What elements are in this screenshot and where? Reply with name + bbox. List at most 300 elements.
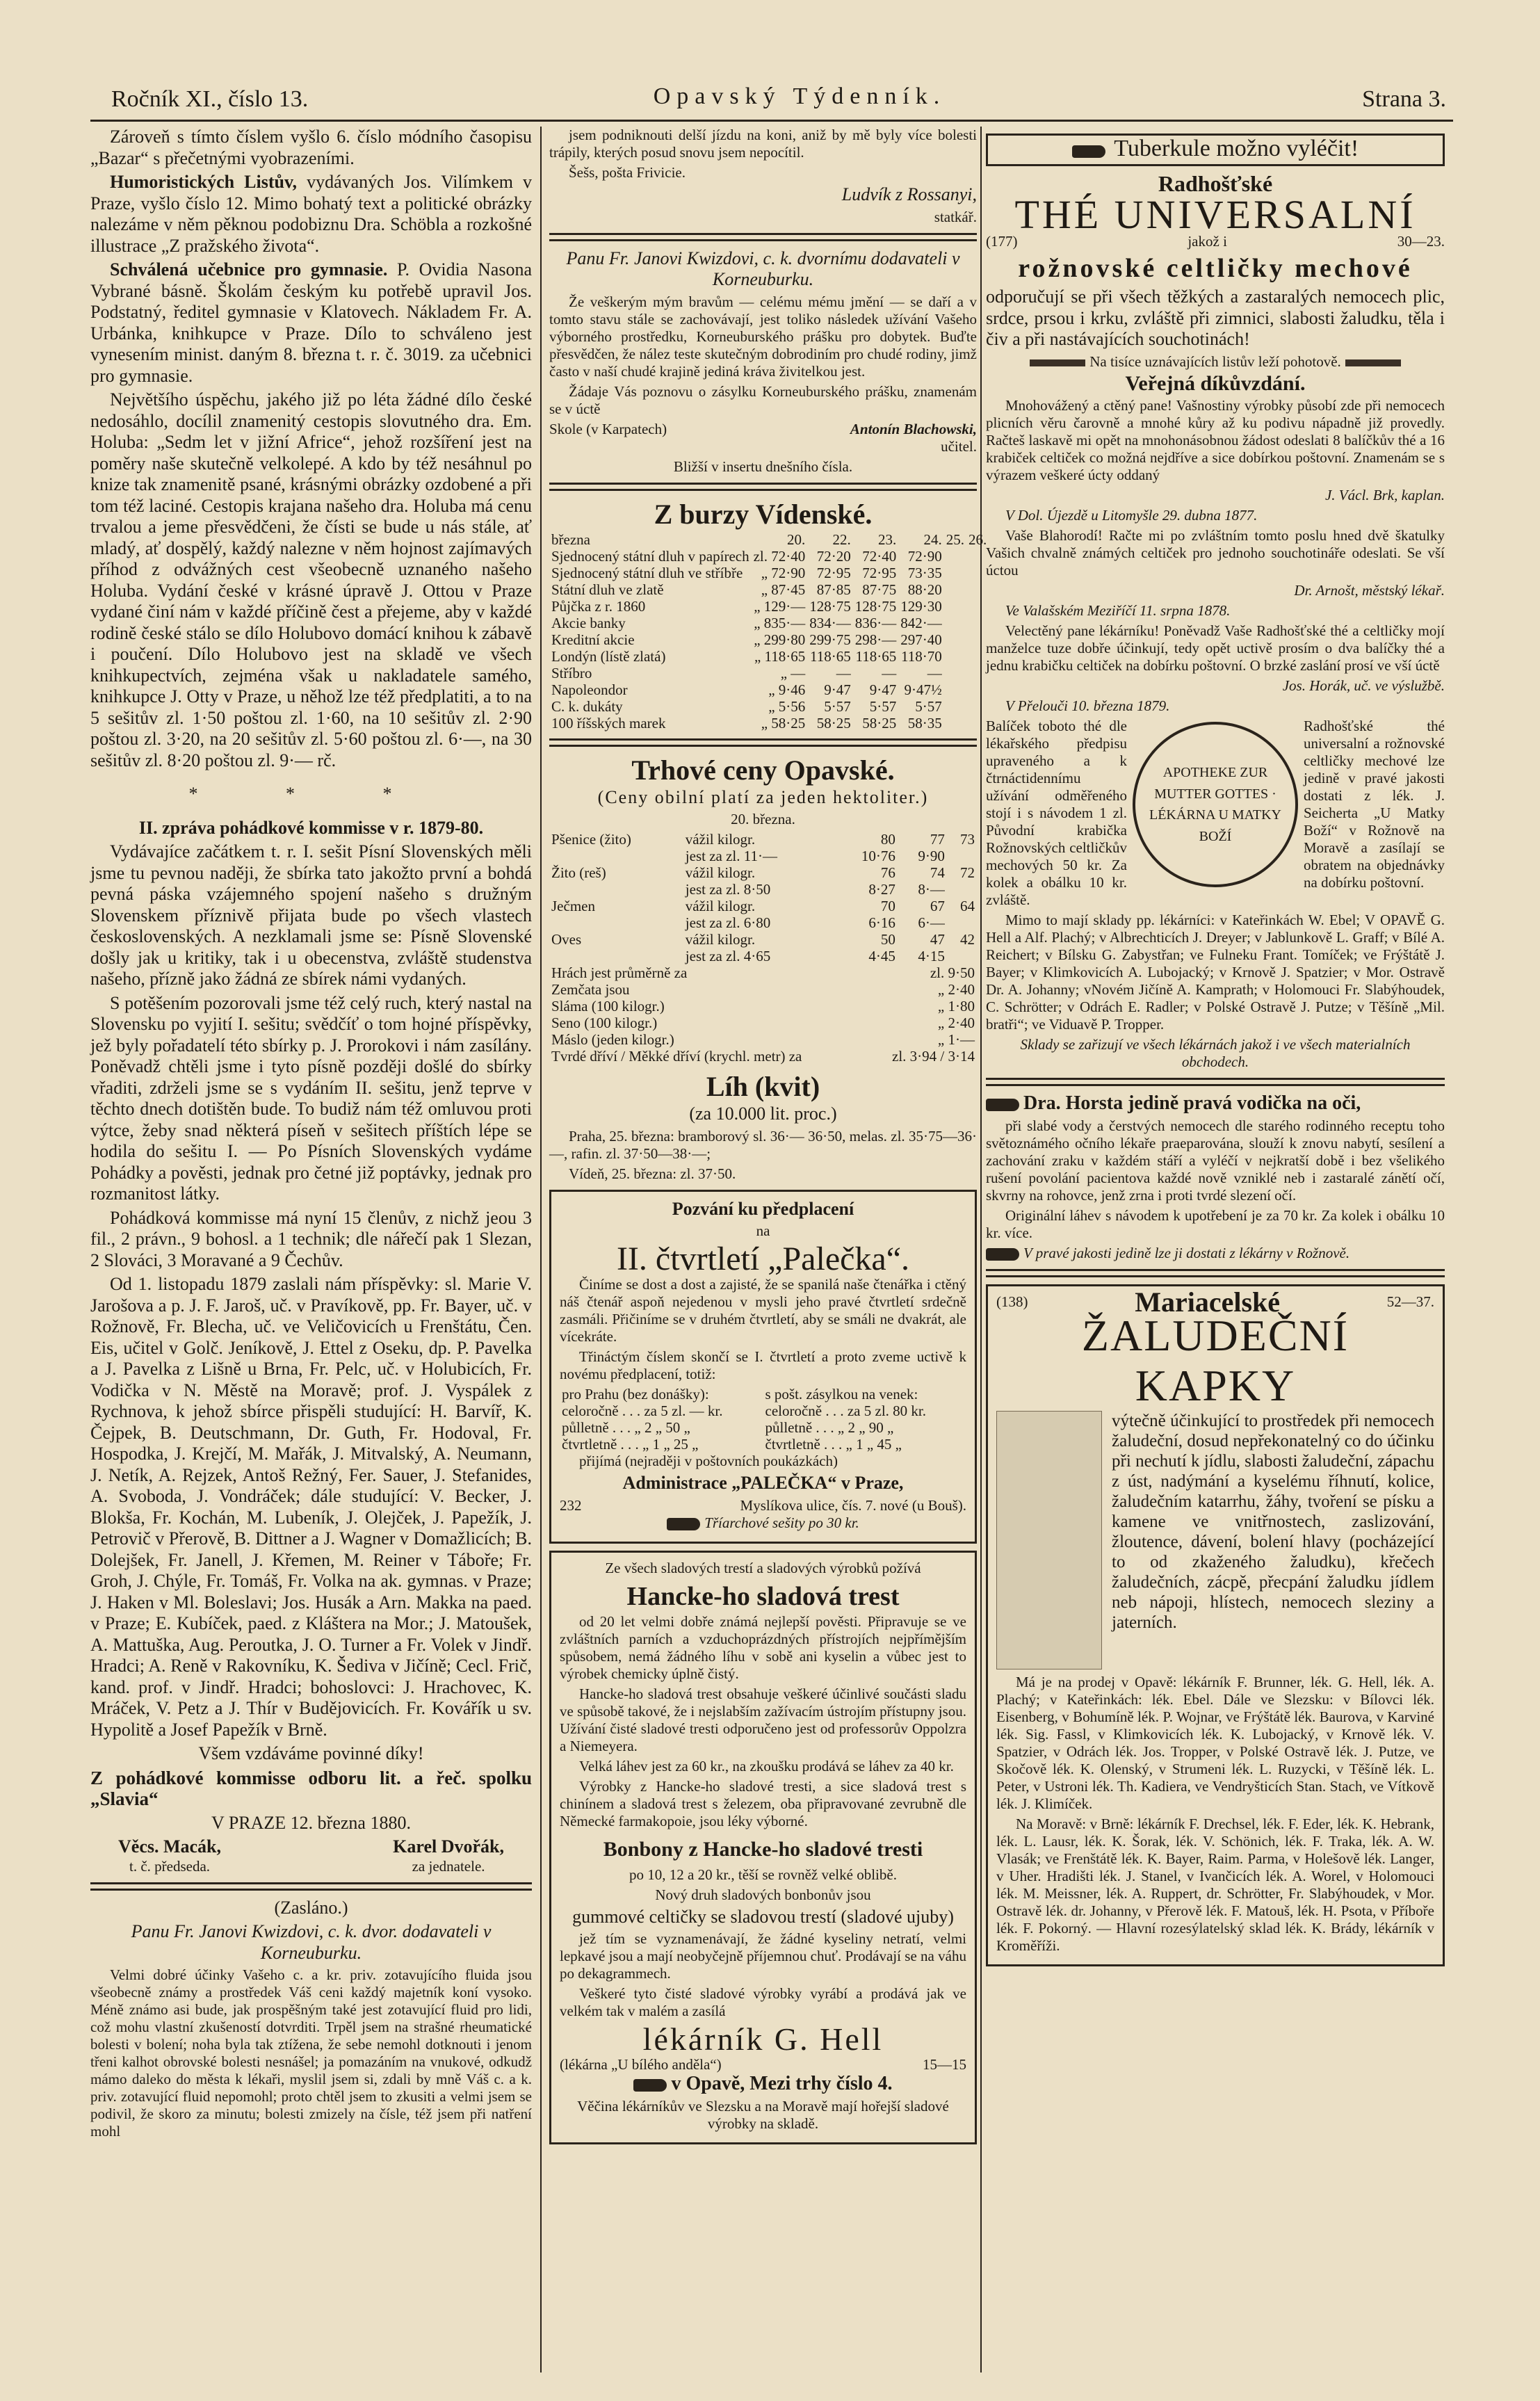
extra-row <box>549 1031 977 1048</box>
dik-3-sign: Jos. Horák, uč. ve výslužbě. <box>1282 677 1445 694</box>
grain-cell: 8·— <box>918 881 945 898</box>
burza-cell: 72·95 <box>862 564 897 581</box>
signatures <box>90 1836 532 1875</box>
hancke-title: Hancke-ho sladová trest <box>626 1581 900 1611</box>
burza-day-6: 26. <box>968 531 987 548</box>
palecek-cell: půlletně . . . „ 2 „ 90 „ <box>765 1419 894 1436</box>
mariacel-sklad: Má je na prodej v Opavě: lékárník F. Brunner, lék. G. Hell, lék. A. Plachý; v Kateřinkách: lék. Ebel. Dále ve Slezsku: v Bílovci lék. Eisenberg, v Bohumíně lék. P. Wojnar, ve Frýštátě lék. Baurova, v Karviné lék. Sig. Fassl, v Klimkovicích lék. K. Lubojacký, v Krnově lék. V. Spatzier, v Odrách lék. Jos. Tropper, v Polské Ostravě lék. J. Putze, ve Skočově lék. K. Olenský, v Strumeni lék. L. Ruzycki, v Těšíně lék. L. Peter, v Ustroni lék. Th. Kadiera, ve Vendryšticích Stan. Stach, ve Vítkově lék. J. Klimíček. <box>996 1673 1434 1812</box>
burza-cell <box>944 598 966 615</box>
burza-cell: 9·47 <box>824 681 851 698</box>
burza-cell: — <box>882 664 897 681</box>
pointing-hand-icon <box>633 2079 667 2092</box>
burza-cell: 842·— <box>900 614 942 631</box>
palecek-text: Činíme se dost a dost a zajisté, že se spanilá naše čtenářka i ctěný náš čtenář aspoň nejedenou v mysli jeho pravé čtvrtletí srdečně zasmáli. Přičiníme se v druhém čtvrtletí, aby se smáli ne dvakrát, ale vícekráte. <box>560 1276 966 1345</box>
hell-foot: Věčina lékárníkův ve Slezsku a na Moravě mají hořejší sladové výrobky na skladě. <box>577 2097 949 2132</box>
grain-row <box>549 898 977 914</box>
grain-table <box>549 831 977 964</box>
signature-place: V PRAZE 12. března 1880. <box>211 1812 411 1833</box>
balicek-right: Radhošťské thé universalní a rožnovské celtličky mechové lze jedině v pravé jakosti dostati z lék. J. Seicherta „U Matky Boží“ v Rožnově na Moravě a zasílají se obratem na objednávky na dobírku poštovní. <box>1304 718 1445 891</box>
horst-foot-text: V pravé jakosti jedině lze ji dostati z lékárny v Rožnově. <box>1023 1244 1350 1261</box>
burza-day-0: března <box>551 531 590 548</box>
madonna-church-image <box>996 1411 1102 1670</box>
burza-day-5: 25. <box>946 531 965 548</box>
hell-title: lékárník G. Hell <box>642 2021 884 2057</box>
gumm-text2: Veškeré tyto čisté sladové výrobky vyrábí a prodává jak ve velkém tak v malém a zasílá <box>560 1985 966 2019</box>
grain-cell: 9·90 <box>918 848 945 864</box>
hancke-ad <box>549 1551 977 2144</box>
letter-2-title: Panu Fr. Janovi Kwizdovi, c. k. dvornímu dodavateli v Korneuburku. <box>566 248 960 289</box>
grain-cell: jest za zl. 11·— <box>685 848 777 864</box>
grain-cell: 72 <box>960 864 975 881</box>
kommisse-thanks: Všem vzdáváme povinné díky! <box>198 1743 424 1763</box>
grain-row <box>549 848 977 864</box>
grain-row <box>549 881 977 898</box>
palecek-ad <box>549 1190 977 1544</box>
burza-row <box>549 548 989 565</box>
grain-cell: 4·45 <box>868 948 895 964</box>
hell-addr-text: v Opavě, Mezi trhy číslo 4. <box>671 2073 893 2094</box>
burza-row <box>549 598 989 615</box>
burza-cell <box>944 715 966 731</box>
extra-cell: Tvrdé dříví / Měkké dříví (krychl. metr) za <box>551 1048 802 1065</box>
burza-table <box>549 531 989 731</box>
burza-cell: 58·25 <box>862 714 897 731</box>
grain-cell: 73 <box>960 831 975 848</box>
zaslano-text: Velmi dobré účinky Vašeho c. a kr. priv. zotavujícího fluida jsou všeobecně známy a prostředek Váš ceni každý majetník koní vysoko. Méně známo asi bude, jak prospěšným také jest zotavující fluid pro lidi, což mohu vlastní zkušeností dotvrditi. Trpěl jsem na strašné rheumatické bolesti v bolení; noha byla tak ztížena, že sebe nemohl dotknouti i jenom třeni kalhot obrovské bolesti nesnášel; ja pomazáním na vnukové, odkudž mámo daleko do města k lékaři, myslil jsem si, zdali by mně Váš c. a k. priv. zotavující fluid nepomohl; proto chtěl jsem to zkusiti a velmi jsem se podivil, že skoro za minutu; bolesti zmizely na čísle, též jsem při natření mohl <box>90 1966 532 2140</box>
grain-cell: 77 <box>930 831 945 848</box>
grain-cell <box>947 848 977 864</box>
kommisse-p4: Od 1. listopadu 1879 zaslali nám příspěvky: sl. Marie V. Jarošova a p. J. F. Jaroš, uč. v Pravíkově, pp. Fr. Bayer, uč. v Rožnově, Fr. Blecha, uč. ve Veličovicích u Frenštátu, Čen. Eis, učitel v Golč. Jeníkově, J. Ettel z Oseku, dp. P. Pavelka a J. Pavelka z Lišně u Brna, Fr. Pelc, uč. v Holubicích, Fr. Vodička v N. Městě na Moravě; prof. J. Vyspálek z Rychnova, k jehož sbírce přispěli studující: H. Barvíř, K. Čejpek, B. Deutschmann, Dr. Guth, Fr. Hodoval, Fr. Hospodka, J. Krejčí, M. Mařák, J. Mitvalský, A. Neumann, J. Netík, A. Rejzek, Antoš Režný, Fer. Sauer, J. Stefanides, A. Svoboda, J. Vondráček; dále studující: V. Becker, J. Blokša, Fr. Kochán, M. Lubeník, J. Olejček, J. Papežík, J. Petrovič v Přerově, B. Dittner a J. Wagner v Domažlicích; B. Dolejšek, Fr. Janell, J. Křemen, M. Reiner v Táboře; Fr. Groh, J. Chýle, Fr. Tomáš, Fr. Volka na ak. gymnas. v Praze; J. Haken v Ml. Boleslavi; Jos. Husák a Arn. Makka na paed. v Praze; E. Kubíček, paed. z Kláštera na Mor.; J. Matoušek, A. Mattuška, Aug. Peroutka, J. O. Turner a Fr. Volek v Jindř. Hradci; A. Reně v Rakovníku, K. Šediva v Jičíně; Cecl. Frič, kand. prof. v Jindř. Hradci; bohoslovci: J. Hrachovec, K. Mráček, V. Petz a J. Thír v Budějovicích. Fr. Kovářík u sv. Hypolitě a Josef Papežík v Brně. <box>90 1274 532 1740</box>
palecek-head-row <box>560 1386 966 1402</box>
palecek-text3: přijímá (nejraději v poštovních poukázkách) <box>579 1453 838 1469</box>
gumm-text: jež tím se vyznamenávají, že žádné kyseliny netratí, velmi lepkavé jsou a mají neobyčejně příjemnou chuť. Prodávají se na váhu po dekagrammech. <box>560 1930 966 1982</box>
signature-left <box>118 1836 221 1875</box>
palecek-cell: celoročně . . . za 5 zl. 80 kr. <box>765 1402 926 1419</box>
palecek-num: 232 <box>560 1496 582 1514</box>
extra-cell: zl. 3·94 / 3·14 <box>892 1048 975 1065</box>
palecek-cell: celoročně . . . za 5 zl. — kr. <box>562 1402 723 1419</box>
extra-row <box>549 1014 977 1031</box>
burza-cell <box>944 681 966 698</box>
mariacel-head <box>996 1286 1434 1318</box>
extra-row <box>549 981 977 998</box>
letter-2-sign-row <box>549 421 977 438</box>
signature-left-role: t. č. předseda. <box>129 1857 211 1875</box>
palecek-foot <box>560 1514 966 1532</box>
burza-cell: 58·25 <box>816 714 851 731</box>
grain-cell: vážil kilogr. <box>685 864 756 881</box>
dik-1-sign: J. Václ. Brk, kaplan. <box>1324 487 1445 503</box>
grain-cell: Ječmen <box>551 898 595 914</box>
grain-cell: 76 <box>880 864 895 881</box>
burza-cell: „ 72·90 <box>761 564 806 581</box>
burza-day-4: 24. <box>923 531 942 548</box>
burza-cell: Londýn (lístě zlatá) <box>551 647 666 665</box>
humor-note <box>90 172 532 257</box>
burza-cell: „ — <box>780 664 806 681</box>
grain-cell: 74 <box>930 864 945 881</box>
burza-cell: 5·57 <box>915 697 942 715</box>
lih-text: Praha, 25. března: bramborový sl. 36·— 36·50, melas. zl. 35·75—36·—, rafin. zl. 37·50—38·—; <box>549 1127 977 1162</box>
sklady-note: Sklady se zařizují ve všech lékárnách jakož i ve všech materialních obchodech. <box>1020 1036 1411 1070</box>
gumm-title: gummové celtičky se sladovou trestí (sladové ujuby) <box>572 1906 954 1927</box>
burza-cell: 128·75 <box>854 597 897 615</box>
dik-1: Mnohovážený a ctěný pane! Vašnostiny výrobky působí zde při nemocech plicních věru čarovně a mnohé kůry až ku podivu nápadně již provedly. Račteš laskavě mi opět na mnohonásobnou žádost odeslati 8 balíčkův thé a 16 krabiček celtiček co možná nejdříve a sice dobírkou poštovní. Znamenám se s výrazem veškeré úcty oddaný <box>986 397 1445 483</box>
divider-5 <box>986 1078 1445 1086</box>
letter-2-more: Bližší v insertu dnešního čísla. <box>673 458 853 475</box>
palecek-row <box>560 1419 966 1436</box>
bazar-note: Zároveň s tímto číslem vyšlo 6. číslo módního časopisu „Bazar“ s přečetnými vyobrazeními. <box>90 127 532 168</box>
burza-cell <box>944 565 966 581</box>
kommisse-p2: S potěšením pozorovali jsme též celý ruch, který nastal na Slovensku po vyjití I. sešitu; svědčíť o tom hojné příspěvky, jež byly pořadatelí této sbírky p. J. Prorokovi i nám zasílány. Poněvadž chtěli jsme i tyto písně později došlé do sbírky vřaditi, zdrželi jsme se s vydáním II. sešitu, jenž teprve v těchto dnech dotištěn bude. To budiž nám též omluvou proti výtce, žeby snad některá píseň v sešitech příštích lépe se hodila do sešitu I. — Po Písních Slovenských vydáme Pohádky a pověsti, jednak pro četné již poptávky, jednak pro rozmanitost látky. <box>90 992 532 1204</box>
burza-cell: Sjednocený státní dluh ve stříbře <box>551 564 743 581</box>
mariacel-title: Mariacelské <box>1135 1286 1281 1318</box>
extra-row <box>549 964 977 981</box>
horst-price: Originální láhev s návodem k upotřebení je za 70 kr. Za kolek i obálku 10 kr. více. <box>986 1206 1445 1241</box>
palecek-prices <box>560 1386 966 1453</box>
divider-4 <box>549 738 977 747</box>
balicek-left: Balíček toboto thé dle lékařského předpisu upraveného a k čtrnáctidennímu užívání odměřeného stojí i s návodem 1 zl. Původní krabička Rožnovských celtličkův mechových 50 kr. Za kolek a obálku 10 kr. zvláště. <box>986 718 1127 908</box>
column-rule-1 <box>540 127 542 2372</box>
burza-cell: 72·95 <box>816 564 851 581</box>
burza-cell: 87·85 <box>816 581 851 598</box>
burza-cell <box>944 665 966 681</box>
sklad-list: Mimo to mají sklady pp. lékárníci: v Kateřinkách W. Ebel; V OPAVĚ G. Hell a Alf. Plachý; v Albrechticích J. Dreyer; v Jablunkově L. Graff; v Bílé A. Reichert; v Bílsku G. Zabystřan; ve Fulneku Frant. Tomíček; ve Frýštátě J. Bayer; v Klimkovicích A. Lubojacký; v Krnově J. Spatzier; v Mor. Ostravě Dr. A. Johanny; vNovém Jičíně A. Kamprath; v Holomouci Fr. Slabýhoudek, C. Schrötter; v Odrách E. Radler; v Polské Ostravě J. Putze; v Těšíně „Mil. bratři“; ve Viduavě P. Tropper. <box>986 912 1445 1033</box>
column-3 <box>986 127 1445 2372</box>
palecek-addr: Myslíkova ulice, čís. 7. nové (u Bouš). <box>740 1496 966 1514</box>
burza-row <box>549 631 989 648</box>
extra-row <box>549 998 977 1014</box>
signature-right-name: Karel Dvořák, <box>393 1836 504 1857</box>
letter-2-sign-role: učitel. <box>941 437 977 455</box>
palecek-text2: Třináctým číslem skončí se I. čtvrtletí a proto zveme uctivě k novému předplacení, totiž: <box>560 1348 966 1382</box>
signature-title: Z pohádkové kommisse odboru lit. a řeč. spolku „Slavia“ <box>90 1767 532 1809</box>
burza-cell: 118·70 <box>901 647 942 665</box>
burza-row <box>549 681 989 698</box>
grain-row <box>549 931 977 948</box>
burza-cell: Stříbro <box>551 664 592 681</box>
letter-2-text2: Žádaje Vás poznovu o zásylku Korneuburského prášku, znamenám se v úctě <box>549 382 977 417</box>
universal-text: odporučují se při všech těžkých a zastaralých nemocech plic, srdce, prsou i krku, zvláště při zimnici, slabosti žaludku, těla i čiv a při nastávajících souchotinách! <box>986 286 1445 349</box>
grain-cell <box>947 948 977 964</box>
grain-cell: 42 <box>960 931 975 948</box>
holub-note: Největšího úspěchu, jakého již po léta žádné dílo české nedosáhlo, docílil znamenitý cestopis slovutného dra. Em. Holuba: „Sedm let v jižní Africe“, jehož rozšíření jest na poměry naše skutečně velkolepé. A kdo by též nesáhnul po knize tak znamenitě psané, krásnými obrázky ozdobené a při tom též laciné. Cestopis krajana našeho dra. Holuba má cenu trvalou a jeme přesvědčeni, že čísti se bude u nás stále, ať mladý, ať dospělý, každý nalezne v něm hojnost zajímavých příhod z odvážných cest všeobecně uznaného našeho Holuba. Vydání české v krásné úpravě J. Ottou v Praze vydané činí nám v každé příčině čest a přejeme, aby v každé rodině české stálo se dílo Holubovo domácí knihou k zábavě i poučení. Dílo Holubovo jest na skladě ve všech knihkupectvích, zejména však u nakladatele samého, knihkupce J. Otty v Praze, u něhož lze též předplatiti, a to na 5 sešitův zl. 1·50 poštou zl. 1·60, na 10 sešitův zl. 2·90 poštou zl. 3·20, na 20 sešitův zl. 5·60 poštou zl. 6·—, na 30 sešitův zl. 8·20 poštou zl. 9·— rč. <box>90 389 532 770</box>
burza-row <box>549 715 989 731</box>
burza-cell: 129·30 <box>900 597 942 615</box>
trhove-title: Trhové ceny Opavské. <box>631 754 895 786</box>
trhove-subtitle: (Ceny obilní platí za jeden hektoliter.) <box>597 786 929 807</box>
dik-2-place: Ve Valašském Meziříčí 11. srpna 1878. <box>1005 602 1231 619</box>
horst-title <box>986 1093 1445 1115</box>
grain-cell: 10·76 <box>861 848 895 864</box>
grain-cell: vážil kilogr. <box>685 831 756 848</box>
burza-cell: 297·40 <box>900 631 942 648</box>
lih-title: Líh (kvit) <box>706 1071 820 1102</box>
burza-cell: 100 říšských marek <box>551 714 666 731</box>
column-2 <box>549 127 987 2372</box>
letter-2-sign: Antonín Blachowski, <box>850 420 977 437</box>
burza-cell: 88·20 <box>907 581 942 598</box>
horst-foot <box>986 1245 1445 1262</box>
page-header <box>111 78 1488 120</box>
extra-cell: Sláma (100 kilogr.) <box>551 998 665 1014</box>
pointing-hand-icon <box>1072 145 1105 158</box>
pointing-hand-icon <box>986 1099 1019 1111</box>
signature-left-name: Věcs. Macák, <box>118 1836 222 1857</box>
mariacel-big-title: ŽALUDEČNÍ KAPKY <box>1081 1310 1349 1410</box>
grain-row <box>549 948 977 964</box>
grain-cell: Žito (reš) <box>551 864 606 881</box>
tuberkule-text: Tuberkule možno vyléčit! <box>1114 136 1359 161</box>
burza-cell: — <box>836 664 851 681</box>
dik-2-sign: Dr. Arnošt, městský lékař. <box>1294 582 1445 599</box>
grain-cell: Oves <box>551 931 582 948</box>
kommisse-p1: Vydávajíce začátkem t. r. I. sešit Písní Slovenských měli jsme tu pevnou naději, že sbírka tato jakožto první a bohdá pevná páska vzájemného spojení našeho s družným Slovenskem příznivě přijata bude po všech vlastech československých. A nezklamali jsme se: Písně Slovenské došly jak u kritiky, tak i u obecenstva, zvláště studenstva našeho, přízně jako žádná ze sbírek námi vydaných. <box>90 841 532 989</box>
burza-cell: 72·20 <box>816 547 851 565</box>
burza-cell: „ 87·45 <box>761 581 806 598</box>
extra-table <box>549 964 977 1065</box>
universal-tisice <box>986 353 1445 371</box>
burza-cell: 834·— <box>809 614 851 631</box>
extra-cell: zl. 9·50 <box>930 964 975 981</box>
burza-cell: 58·35 <box>907 714 942 731</box>
hell-sub: (lékárna „U bílého anděla“) <box>560 2056 722 2073</box>
palecek-na: na <box>756 1222 770 1239</box>
palecek-row <box>560 1402 966 1419</box>
burza-cell <box>944 548 966 565</box>
newspaper-title: Opavský Týdenník. <box>653 83 946 109</box>
grain-cell <box>549 948 683 964</box>
burza-cell: 72·40 <box>862 547 897 565</box>
issue-number: Ročník XI., číslo 13. <box>111 86 309 112</box>
universal-jako: jakož i <box>1188 233 1227 250</box>
burza-day-2: 22. <box>832 531 851 548</box>
burza-cell: 118·65 <box>855 647 897 665</box>
signature-right-role: za jednatele. <box>412 1857 485 1875</box>
burza-cell: Sjednocený státní dluh v papírech <box>551 547 749 565</box>
grain-row <box>549 914 977 931</box>
extra-cell: „ 2·40 <box>937 981 975 998</box>
dik-2: Vaše Blahorodí! Račte mi po zvláštním tomto poslu hned dvě škatulky Vašich chvalně známých celtiček pro jednoho souchotináře odeslati. Se vší úctou <box>986 527 1445 579</box>
burza-title: Z burzy Vídenské. <box>654 498 873 530</box>
burza-cell <box>944 631 966 648</box>
divider-1 <box>90 1882 532 1891</box>
burza-day-3: 23. <box>878 531 897 548</box>
burza-cell <box>944 648 966 665</box>
burza-cell: 9·47½ <box>904 681 942 698</box>
pointing-hand-icon <box>667 1518 700 1530</box>
page-number: Strana 3. <box>1362 86 1446 112</box>
gymnasium-title: Schválená učebnice pro gymnasie. <box>110 259 388 280</box>
burza-cell: „ 58·25 <box>761 714 806 731</box>
extra-cell: Seno (100 kilogr.) <box>551 1014 658 1031</box>
burza-cell: zl. 72·40 <box>753 547 806 565</box>
palecek-top: Pozvání ku předplacení <box>672 1198 854 1219</box>
grain-cell <box>549 881 683 898</box>
seal-text: APOTHEKE ZUR MUTTER GOTTES · LÉKÁRNA U MATKY BOŽÍ <box>1149 765 1281 844</box>
extra-cell: Hrách jest průměrně za <box>551 964 688 981</box>
burza-cell: 299·75 <box>809 631 851 648</box>
zaslano-label: (Zasláno.) <box>274 1897 348 1918</box>
column-1 <box>90 127 532 2372</box>
grain-cell: 4·15 <box>918 948 945 964</box>
mariacel-ad <box>986 1284 1445 1966</box>
burza-cell: 5·57 <box>869 697 897 715</box>
burza-cell <box>944 615 966 631</box>
letter-1-place: Šešs, pošta Frivicie. <box>569 164 686 181</box>
extra-cell: Zemčata jsou <box>551 981 630 998</box>
grain-cell: vážil kilogr. <box>685 931 756 948</box>
palecek-cell: půlletně . . . „ 2 „ 50 „ <box>562 1419 690 1436</box>
grain-cell <box>947 914 977 931</box>
letter-1-text: jsem podniknouti delší jízdu na koni, aniž by mě byly více bolesti trápily, kterých posud snovu jsem nepocítil. <box>549 127 977 161</box>
grain-row <box>549 831 977 848</box>
palecek-right-head: s pošt. zásylkou na venek: <box>765 1386 918 1402</box>
burza-row <box>549 665 989 681</box>
lih-text2: Vídeň, 25. března: zl. 37·50. <box>569 1165 736 1182</box>
universal-num: (177) <box>986 233 1018 250</box>
burza-cell: Státní dluh ve zlatě <box>551 581 664 598</box>
burza-cell: „ 9·46 <box>768 681 806 698</box>
bonbon-text: Nový druh sladových bonbonův jsou <box>655 1886 871 1903</box>
grain-cell: 6·— <box>918 914 945 931</box>
universal-title: THÉ UNIVERSALNÍ <box>1014 192 1416 237</box>
palecek-title: II. čtvrtletí „Palečka“. <box>616 1240 910 1277</box>
burza-cell <box>944 698 966 715</box>
tuberkule-banner <box>986 134 1445 166</box>
divider-6 <box>986 1269 1445 1277</box>
bonbon-title: Bonbony z Hancke-ho sladové tresti <box>603 1837 923 1861</box>
burza-cell: 118·65 <box>810 647 851 665</box>
section-stars: * * * <box>188 784 434 804</box>
hell-addr <box>560 2073 966 2095</box>
palecek-cell: čtvrtletně . . . „ 1 „ 25 „ <box>562 1436 699 1453</box>
extra-cell: Máslo (jeden kilogr.) <box>551 1031 674 1048</box>
grain-row <box>549 864 977 881</box>
burza-cell: 73·35 <box>907 564 942 581</box>
decorative-bar-left <box>1030 359 1085 366</box>
grain-cell: 47 <box>930 931 945 948</box>
horst-title-text: Dra. Horsta jedině pravá vodička na oči, <box>1023 1092 1361 1114</box>
burza-header-row <box>549 531 989 548</box>
grain-cell <box>947 881 977 898</box>
burza-cell: 5·57 <box>824 697 851 715</box>
dik-3: Velectěný pane lékárníku! Poněvadž Vaše Radhošťské thé a celtličky mojí manželce tuze dobře účinkují, tedy opět uctivě prosím o dva balíčky thé a jednu krabičku celtiček na dobírku poštovní. O brzké zaslání prosí ve vší úctě <box>986 622 1445 674</box>
mariacel-text: výtečně účinkující to prostředek při nemocech žaludeční, dosud nepřekonatelný co do účinku při nechutí k jídlu, slabosti žaludeční, zápachu z úst, nadýmání a kyselému říhnutí, kolice, žaludečním katarrhu, žáhy, tvoření se písku a kamene ve vnitřnostech, zaslizování, žloutence, dávení, bolení hlavy (pocházející to od zkaženého žaludku), křečech žaludečních, zácpě, přecpání žaludku jídlem neb nápoji, hlístech, nemocech sleziny a jaterních. <box>1112 1411 1434 1632</box>
burza-cell: — <box>927 664 942 681</box>
grain-cell: vážil kilogr. <box>685 898 756 914</box>
burza-cell: „ 5·56 <box>768 697 806 715</box>
burza-row <box>549 581 989 598</box>
burza-row <box>549 565 989 581</box>
grain-cell: 67 <box>930 898 945 914</box>
burza-cell: Kreditní akcie <box>551 631 635 648</box>
signature-right <box>393 1836 504 1875</box>
horst-text: při slabé vody a čerstvých nemocech dle starého rodinného receptu toho světoznámého očního lékaře praeparována, slouží k znovu nabytí, sesílení a zachování zraku v každém stáří a vyléčí v nejkratší době i bez všelikého rušení povolání pacientova každé nově vzniklé neb i zastaralé zánětí očí, skvrny na rohovce, jenž zrna i proti tvrdé slezení očí. <box>986 1117 1445 1204</box>
radhost-label: Radhošťské <box>1158 170 1273 196</box>
humor-text: vydávaných Jos. Vilímkem v Praze, vyšlo číslo 12. Mimo bohatý text a politické obrázky nalezáme v něm pěknou podobiznu Dra. Schöbla a rozkošné illustrace „Z pražského života“. <box>90 172 533 256</box>
divider-3 <box>549 483 977 491</box>
pharmacy-seal-icon <box>1133 722 1298 887</box>
grain-cell: 50 <box>880 931 895 948</box>
roznov-title: rožnovské celtličky mechové <box>1018 254 1413 283</box>
zaslano-title: Panu Fr. Janovi Kwizdovi, c. k. dvor. dodavateli v Korneuburku. <box>131 1921 492 1963</box>
mariacel-num2: 52—37. <box>1386 1293 1434 1310</box>
burza-day-1: 20. <box>787 531 806 548</box>
bonbon-price: po 10, 12 a 20 kr., těší se rovněž velké oblibě. <box>629 1866 897 1883</box>
hancke-text3: Velká láhev jest za 60 kr., na zkoušku prodává se láhev za 40 kr. <box>579 1757 954 1775</box>
letter-2-text: Že veškerým mým bravům — celému mému jmění — se daří a v tomto stavu stále se zachovávají, jest toliko následek užívání Vašeho výborného prostředku, Korneuburského prášku pro dobytek. Buďte přesvědčen, že nález teste skutečným dobrodiním pro chudé rodiny, jimž často v naší chudé krajině jediná kráva živitelkou jest. <box>549 293 977 380</box>
extra-row <box>549 1048 977 1065</box>
burza-cell: 9·47 <box>869 681 897 698</box>
hancke-text: od 20 let velmi dobře známá nejlepší pověsti. Připravuje se ve zvláštních parních a vzduchoprázdných přístrojích nejpřímějším spůsobem, nemá žádného líhu v sobě ani kyselin a vůbec jest to výrobek chemicky úplně čistý. <box>560 1612 966 1682</box>
burza-row <box>549 698 989 715</box>
burza-cell: 836·— <box>854 614 897 631</box>
palecek-row <box>560 1436 966 1453</box>
balicek-row <box>986 718 1445 912</box>
hell-num: 15—15 <box>923 2056 966 2073</box>
dik-1-place: V Dol. Újezdě u Litomyšle 29. dubna 1877. <box>1005 507 1258 524</box>
burza-cell: 298·— <box>854 631 897 648</box>
universal-tisice-text: Na tisíce uznávajících listův leží pohotově. <box>1089 353 1341 370</box>
mariacel-sklad2: Na Moravě: v Brně: lékárník F. Drechsel, lék. F. Eder, lék. K. Hebrank, lék. L. Lausr, lék. K. Šorak, lék. V. Schönich, lék. F. Traka, lék. A. W. Vlasák; ve Frenštátě lék. K. Bayer, Raim. Parma, v Holešově lék. Langer, v Uher. Hradišti lék. J. Stanel, v Ivančicích lék. A. Worel, v Holomouci lék. M. Meissner, lék. A. Ruppert, dr. Schrötter, Fr. Slabýhoudek, v Mor. Ostravě lék. dr. Johanny, v Přerově lék. F. Matouš, lék. H. Psota, v Příboře lék. F. Pokorný. — Hlavní rozesýlatelský sklad lék. K. Brády, lékárník v Kroměříži. <box>996 1815 1434 1954</box>
hell-sub-row <box>560 2056 966 2073</box>
hancke-text4: Výrobky z Hancke-ho sladové tresti, a sice sladová trest s chinínem a sladová trest s železem, oba připravované zevrubně dle Německé farmakopoie, jsou léky výborné. <box>560 1777 966 1829</box>
grain-cell: jest za zl. 6·80 <box>685 914 771 931</box>
palecek-addr-row <box>560 1497 966 1514</box>
column-rule-2 <box>980 127 982 2372</box>
burza-cell: Akcie banky <box>551 614 626 631</box>
hancke-top: Ze všech sladových trestí a sladových výrobků požívá <box>605 1559 921 1576</box>
universal-num2: 30—23. <box>1397 233 1445 250</box>
grain-cell: 70 <box>880 898 895 914</box>
divider-2 <box>549 233 977 241</box>
burza-cell: Půjčka z r. 1860 <box>551 597 646 615</box>
burza-cell: C. k. dukáty <box>551 697 623 715</box>
decorative-bar-right <box>1345 359 1401 366</box>
grain-cell <box>549 848 683 864</box>
burza-row <box>549 648 989 665</box>
burza-cell: „ 835·— <box>754 614 806 631</box>
burza-cell: 128·75 <box>809 597 851 615</box>
letter-2-place: Skole (v Karpatech) <box>549 420 667 437</box>
hancke-text2: Hancke-ho sladová trest obsahuje veškeré účinlivé součásti sladu ve spůsobě takové, že i nejslabším zažívacím ústrojím přístupny jsou. Užívání čisté sladové tresti odporučeno jest od professorův Oppolzra a Niemeyera. <box>560 1685 966 1754</box>
extra-cell: „ 1·— <box>937 1031 975 1048</box>
grain-cell: 64 <box>960 898 975 914</box>
burza-cell: 72·90 <box>907 547 942 565</box>
grain-cell: jest za zl. 4·65 <box>685 948 771 964</box>
palecek-cell: čtvrtletně . . . „ 1 „ 45 „ <box>765 1436 902 1453</box>
palecek-left-head: pro Prahu (bez donášky): <box>562 1386 709 1402</box>
burza-cell: „ 118·65 <box>754 647 806 665</box>
header-rule <box>90 120 1453 122</box>
burza-cell: 87·75 <box>862 581 897 598</box>
pointing-hand-icon <box>986 1248 1019 1261</box>
grain-cell <box>549 914 683 931</box>
burza-cell <box>944 581 966 598</box>
trhove-date: 20. března. <box>731 811 795 827</box>
burza-cell: „ 299·80 <box>754 631 806 648</box>
gymnasium-note <box>90 259 532 387</box>
palecek-admin: Administrace „PALEČKA“ v Praze, <box>622 1473 904 1493</box>
extra-cell: „ 1·80 <box>937 998 975 1014</box>
kommisse-p3: Pohádková kommisse má nyní 15 členův, z nichž jeou 3 fil., 2 právn., 9 bohosl. a 1 technik; dle nářečí pak 1 Slezan, 2 Slováci, 3 Moravané a 9 Čechův. <box>90 1207 532 1270</box>
grain-cell: Pšenice (žito) <box>551 831 631 848</box>
burza-cell: Napoleondor <box>551 681 628 698</box>
dik-title: Veřejná díkůvzdání. <box>1125 371 1306 395</box>
extra-cell: „ 2·40 <box>937 1014 975 1031</box>
letter-1-sign-role: statkář. <box>934 208 977 225</box>
